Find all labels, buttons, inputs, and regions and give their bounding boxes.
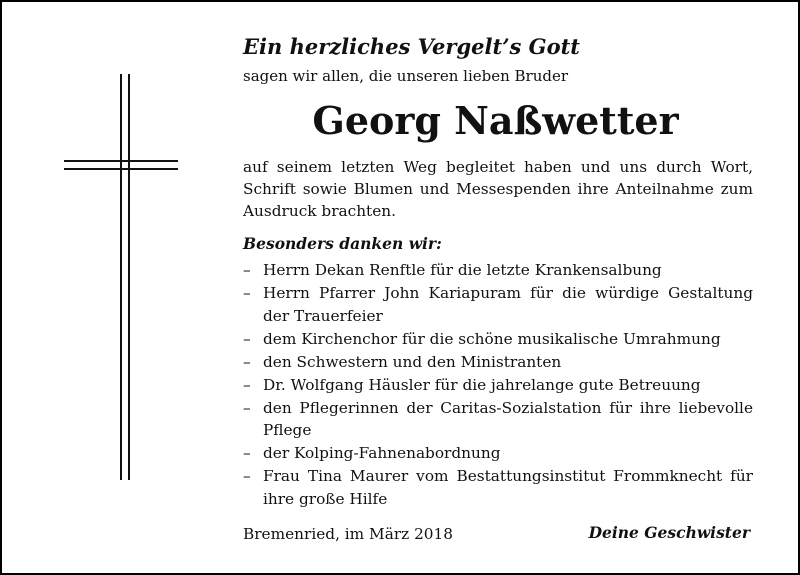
list-item	[243, 442, 753, 465]
list-item-text: Dr. Wolfgang Häusler für die jahrelange gute Betreuung	[263, 375, 701, 394]
list-item	[243, 328, 753, 351]
list-item-text: den Pflegerinnen der Caritas-Sozialstation für ihre liebevolle Pflege	[263, 398, 753, 439]
dash-bullet: –	[243, 398, 251, 417]
cross-vertical-line	[120, 74, 122, 480]
cross-horizontal-line	[64, 168, 178, 170]
thanks-list	[243, 259, 753, 511]
dash-bullet: –	[243, 467, 251, 485]
list-item-text: den Schwestern und den Ministranten	[263, 352, 562, 371]
list-item	[243, 465, 753, 510]
thanks-title: Ein herzliches Vergelt’s Gott	[243, 34, 580, 59]
dash-bullet: –	[243, 329, 251, 348]
cross-horizontal-line	[64, 160, 178, 162]
list-item-text: Herrn Pfarrer John Kariapuram für die würdige Gestaltung der Trauerfeier	[263, 284, 753, 325]
list-item-text: dem Kirchenchor für die schöne musikalische Umrahmung	[263, 329, 721, 348]
intro-line: sagen wir allen, die unseren lieben Bruder	[243, 67, 569, 85]
dash-bullet: –	[243, 352, 251, 371]
signature: Deine Geschwister	[588, 523, 750, 542]
dash-bullet: –	[243, 444, 251, 462]
dash-bullet: –	[243, 261, 251, 279]
list-item-text: Frau Tina Maurer vom Bestattungsinstitut Frommknecht für ihre große Hilfe	[263, 467, 753, 508]
list-item	[243, 397, 753, 442]
special-thanks-heading: Besonders danken wir:	[243, 234, 442, 253]
list-item	[243, 259, 753, 282]
dash-bullet: –	[243, 375, 251, 394]
cross-vertical-line	[128, 74, 130, 480]
list-item	[243, 351, 753, 374]
list-item-text: der Kolping-Fahnenabordnung	[263, 444, 501, 462]
deceased-name: Georg Naßwetter	[312, 98, 679, 143]
list-item-text: Herrn Dekan Renftle für die letzte Krankensalbung	[263, 261, 662, 279]
list-item	[243, 374, 753, 397]
list-item	[243, 282, 753, 327]
body-paragraph: auf seinem letzten Weg begleitet haben und uns durch Wort, Schrift sowie Blumen und Messespenden ihre Anteilnahme zum Ausdruck brachten.	[243, 158, 753, 220]
place-and-date: Bremenried, im März 2018	[243, 525, 453, 543]
dash-bullet: –	[243, 284, 251, 302]
